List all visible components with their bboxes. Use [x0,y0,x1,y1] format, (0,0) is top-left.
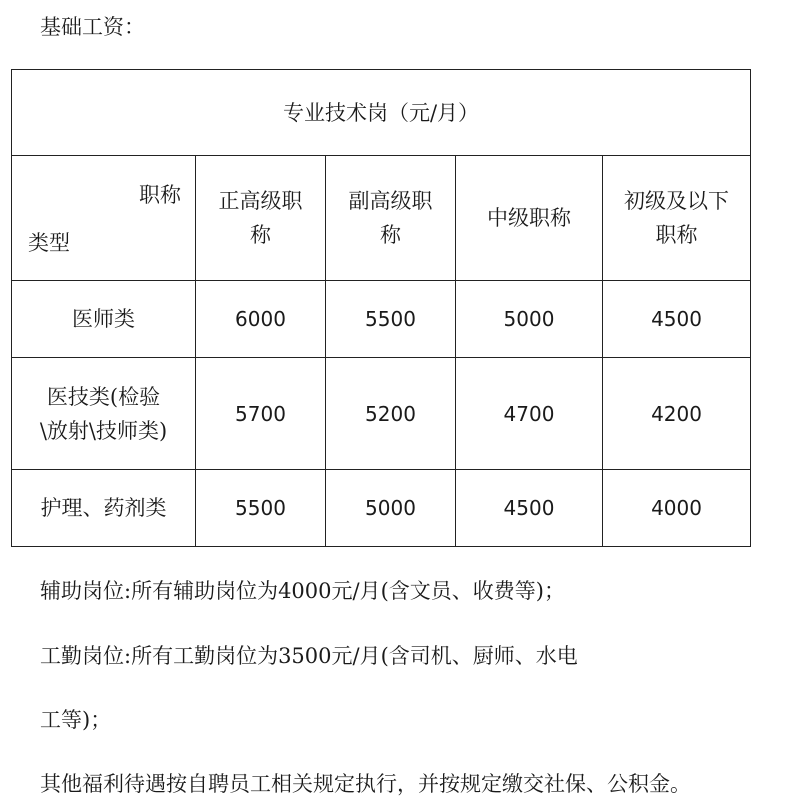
column-header [603,156,751,281]
salary-cell: 4200 [603,358,751,470]
salary-cell: 4700 [456,358,603,470]
table-row [12,358,751,470]
salary-cell: 4500 [456,470,603,547]
corner-header-cell [12,156,196,281]
logistics-note-line2: 工等)； [40,708,112,732]
column-header-line: 正高级职 [218,189,303,213]
salary-cell: 5200 [326,358,456,470]
table-row [12,281,751,358]
row-label: 医师类 [12,281,196,358]
table-title: 专业技术岗（元/月） [12,70,751,156]
salary-cell: 5500 [326,281,456,358]
row-label: 医技类(检验 \放射\技师类) [12,358,196,470]
salary-table [11,69,751,547]
salary-cell: 5000 [456,281,603,358]
salary-cell: 4000 [603,470,751,547]
salary-cell: 5700 [196,358,326,470]
logistics-note-line1: 工勤岗位:所有工勤岗位为3500元/月(含司机、厨师、水电 [40,644,578,668]
column-header-line: 称 [380,223,401,247]
column-header-line: 初级及以下 [624,189,730,213]
column-header-line: 称 [250,223,271,247]
column-header [326,156,456,281]
column-header-line: 副高级职 [348,189,433,213]
table-row [12,470,751,547]
row-label: 护理、药剂类 [12,470,196,547]
corner-header-bottom: 类型 [28,231,70,255]
column-header-line: 职称 [655,223,698,247]
salary-cell: 4500 [603,281,751,358]
salary-cell: 6000 [196,281,326,358]
corner-header-top: 职称 [139,183,181,207]
other-benefits-note: 其他福利待遇按自聘员工相关规定执行，并按规定缴交社保、公积金。 [40,772,691,796]
salary-cell: 5500 [196,470,326,547]
column-header [196,156,326,281]
salary-cell: 5000 [326,470,456,547]
section-heading: 基础工资： [40,15,145,39]
column-header [456,156,603,281]
column-header-line: 中级职称 [487,206,571,230]
auxiliary-note: 辅助岗位:所有辅助岗位为4000元/月(含文员、收费等)； [40,579,565,603]
